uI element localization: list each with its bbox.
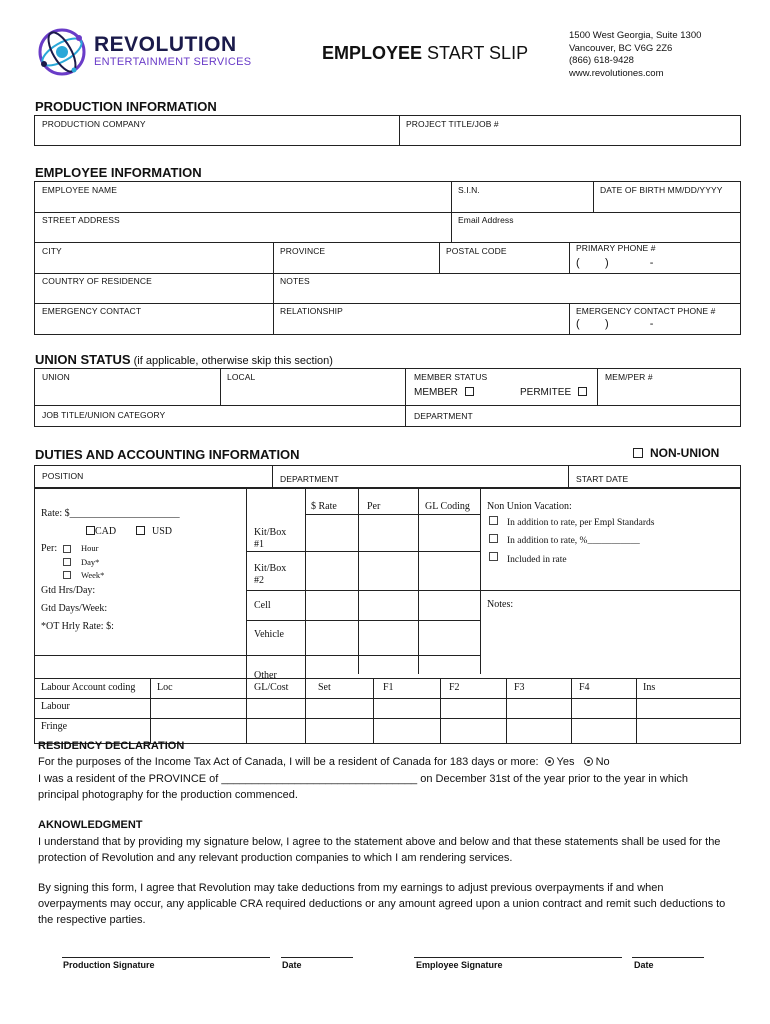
divider <box>34 678 741 679</box>
notes-input[interactable] <box>278 287 736 301</box>
company-logo <box>34 24 90 80</box>
emergency-contact-label: EMERGENCY CONTACT <box>42 306 142 316</box>
usd-checkbox[interactable] <box>136 526 145 535</box>
week-checkbox[interactable] <box>63 571 71 579</box>
hour-checkbox[interactable] <box>63 545 71 553</box>
dob-input[interactable] <box>598 196 736 210</box>
divider <box>569 242 570 273</box>
vacation-option-1-label: In addition to rate, per Empl Standards <box>507 518 655 528</box>
permitee-checkbox[interactable] <box>578 387 587 396</box>
divider <box>593 181 594 212</box>
country-label: COUNTRY OF RESIDENCE <box>42 276 152 286</box>
non-union-checkbox[interactable] <box>633 448 643 458</box>
union-heading <box>35 351 333 369</box>
relationship-label: RELATIONSHIP <box>280 306 343 316</box>
day-checkbox[interactable] <box>63 558 71 566</box>
divider <box>246 620 480 621</box>
job-title-label: JOB TITLE/UNION CATEGORY <box>42 410 166 420</box>
gtd-hrs-label: Gtd Hrs/Day: <box>41 585 96 596</box>
per-column-header: Per <box>367 501 381 512</box>
yes-label: Yes <box>556 756 575 768</box>
member-status-label: MEMBER STATUS <box>414 372 488 382</box>
logo-title: REVOLUTION <box>94 33 237 56</box>
union-input[interactable] <box>40 385 215 399</box>
start-date-label: START DATE <box>576 474 629 484</box>
divider <box>480 590 741 591</box>
employee-signature-label: Employee Signature <box>416 960 503 970</box>
emergency-phone-format[interactable]: ( ) - <box>576 318 654 330</box>
divider <box>399 115 400 146</box>
residency-line-1 <box>38 754 610 770</box>
divider <box>451 181 452 242</box>
email-input[interactable] <box>456 226 736 240</box>
acknowledgment-paragraph-2: By signing this form, I agree that Revolution may take deductions from my earnings to adjust previous overpayments if and when overpayments may occur, any applicable CRA required deductions or any amount agreed upon a union contract and remit such deductions to the respective parties. <box>38 882 726 926</box>
country-input[interactable] <box>40 287 268 301</box>
production-signature-line[interactable] <box>62 957 270 958</box>
union-label: UNION <box>42 372 70 382</box>
divider <box>273 242 274 335</box>
cad-label: CAD <box>95 526 117 537</box>
divider <box>480 488 481 674</box>
date-line-2[interactable] <box>632 957 704 958</box>
member-label: MEMBER <box>414 387 458 398</box>
divider <box>568 465 569 488</box>
production-company-input[interactable] <box>40 130 390 144</box>
hour-label: Hour <box>81 543 99 553</box>
union-department-label: DEPARTMENT <box>414 411 473 421</box>
project-title-label: PROJECT TITLE/JOB # <box>406 119 499 129</box>
document-title-bold: EMPLOYEE <box>322 43 423 63</box>
divider <box>220 368 221 405</box>
date-label-2: Date <box>634 960 654 970</box>
usd-option[interactable] <box>136 526 172 537</box>
per-label: Per: <box>41 543 58 554</box>
vacation-option-2-checkbox[interactable] <box>489 534 498 543</box>
province-input[interactable] <box>278 257 434 271</box>
divider <box>246 551 480 552</box>
duties-notes-label: Notes: <box>487 599 514 610</box>
local-input[interactable] <box>225 385 400 399</box>
residency-heading: RESIDENCY DECLARATION <box>38 740 185 752</box>
project-title-input[interactable] <box>404 130 734 144</box>
divider <box>439 242 440 273</box>
street-address-label: STREET ADDRESS <box>42 215 120 225</box>
city-label: CITY <box>42 246 62 256</box>
city-input[interactable] <box>40 257 268 271</box>
employee-name-input[interactable] <box>40 196 445 210</box>
local-label: LOCAL <box>227 372 256 382</box>
acct-header-f3: F3 <box>514 682 525 693</box>
company-website: www.revolutiones.com <box>569 67 664 79</box>
acknowledgment-heading: AKNOWLEDGMENT <box>38 819 143 831</box>
dob-label: DATE OF BIRTH MM/DD/YYYY <box>600 185 723 195</box>
cad-checkbox[interactable] <box>86 526 95 535</box>
union-heading-note: (if applicable, otherwise skip this section) <box>130 355 333 367</box>
vacation-option-3-label: Included in rate <box>507 555 567 565</box>
permitee-label: PERMITEE <box>520 387 572 398</box>
primary-phone-label: PRIMARY PHONE # <box>576 243 656 253</box>
labour-row-label: Labour <box>41 701 70 712</box>
company-address <box>569 30 701 80</box>
divider <box>405 368 406 427</box>
duties-heading: DUTIES AND ACCOUNTING INFORMATION <box>35 447 300 462</box>
employee-heading: EMPLOYEE INFORMATION <box>35 165 202 180</box>
acct-header-loc: Loc <box>157 682 173 693</box>
acct-header-f4: F4 <box>579 682 590 693</box>
kit-box-1-label-b: #1 <box>254 539 264 550</box>
yes-radio[interactable] <box>545 757 554 766</box>
kit-box-2-label-b: #2 <box>254 575 264 586</box>
acct-header-gl-cost: GL/Cost <box>254 682 289 693</box>
week-label: Week* <box>81 570 105 580</box>
acct-header-f2: F2 <box>449 682 460 693</box>
divider <box>34 273 741 274</box>
cad-option[interactable] <box>86 526 116 537</box>
relationship-input[interactable] <box>278 318 563 332</box>
member-checkbox[interactable] <box>465 387 474 396</box>
non-union-option[interactable] <box>633 446 719 460</box>
email-label: Email Address <box>458 215 514 225</box>
other-label: Other <box>254 670 277 681</box>
no-label: No <box>595 756 610 768</box>
date-line-1[interactable] <box>281 957 353 958</box>
emergency-contact-input[interactable] <box>40 318 268 332</box>
union-department-input[interactable] <box>480 409 735 423</box>
postal-code-input[interactable] <box>444 257 564 271</box>
divider <box>34 698 741 699</box>
street-address-input[interactable] <box>40 226 445 240</box>
usd-label: USD <box>152 526 173 537</box>
divider <box>506 678 507 744</box>
divider <box>373 678 374 744</box>
residency-line-3: principal photography for the production commenced. <box>38 789 298 801</box>
ot-rate-label: *OT Hrly Rate: $: <box>41 621 114 632</box>
mem-per-input[interactable] <box>603 385 736 399</box>
gtd-days-label: Gtd Days/Week: <box>41 603 108 614</box>
vehicle-label: Vehicle <box>254 629 284 640</box>
emergency-phone-label: EMERGENCY CONTACT PHONE # <box>576 306 716 316</box>
divider <box>305 488 306 744</box>
divider <box>569 303 570 335</box>
divider <box>246 590 480 591</box>
divider <box>597 368 598 405</box>
divider <box>34 303 741 304</box>
position-row-box <box>34 465 741 488</box>
cell-label: Cell <box>254 600 271 611</box>
divider <box>34 405 741 406</box>
employee-name-label: EMPLOYEE NAME <box>42 185 117 195</box>
vacation-option-2-label: In addition to rate, %___________ <box>507 536 640 546</box>
divider <box>34 718 741 719</box>
union-heading-title: UNION STATUS <box>35 352 131 367</box>
document-title <box>322 43 528 64</box>
notes-label: NOTES <box>280 276 310 286</box>
permitee-option[interactable] <box>520 387 587 398</box>
kit-box-2-label-a: Kit/Box <box>254 563 287 574</box>
divider <box>305 514 480 515</box>
acct-header-f1: F1 <box>383 682 394 693</box>
divider <box>272 465 273 488</box>
residency-line-2: I was a resident of the PROVINCE of ________________________________ on December 31st of the year prior to the year in which <box>38 773 689 785</box>
mem-per-label: MEM/PER # <box>605 372 653 382</box>
production-signature-label: Production Signature <box>63 960 155 970</box>
kit-box-1-label <box>254 527 286 551</box>
divider <box>571 678 572 744</box>
s-rate-header: $ Rate <box>311 501 337 512</box>
divider <box>358 488 359 674</box>
non-union-label: NON-UNION <box>650 446 720 460</box>
divider <box>34 655 480 656</box>
production-heading: PRODUCTION INFORMATION <box>35 99 217 114</box>
logo-subtitle: ENTERTAINMENT SERVICES <box>94 56 252 68</box>
acknowledgment-paragraph-1: I understand that by providing my signature below, I agree to the statement above and below and that these statements shall be used for the protection of Revolution and any relevant production companies to which I am rendering services. <box>38 836 721 864</box>
acct-header-set: Set <box>318 682 331 693</box>
acct-header-ins: Ins <box>643 682 656 693</box>
postal-code-label: POSTAL CODE <box>446 246 507 256</box>
vacation-option-1-checkbox[interactable] <box>489 516 498 525</box>
vacation-label: Non Union Vacation: <box>487 501 572 512</box>
date-label-1: Date <box>282 960 302 970</box>
kit-box-2-label <box>254 563 286 587</box>
address-line-1: 1500 West Georgia, Suite 1300 <box>569 30 702 41</box>
divider <box>636 678 637 744</box>
duties-department-label: DEPARTMENT <box>280 474 339 484</box>
sin-input[interactable] <box>456 196 586 210</box>
acct-header-labour-coding: Labour Account coding <box>41 682 136 693</box>
company-phone: (866) 618-9428 <box>569 55 634 66</box>
gl-coding-header: GL Coding <box>425 501 470 512</box>
divider <box>418 488 419 674</box>
day-label: Day* <box>81 557 100 567</box>
no-radio[interactable] <box>584 757 593 766</box>
divider <box>150 678 151 744</box>
fringe-row-label: Fringe <box>41 721 68 732</box>
sin-label: S.I.N. <box>458 185 480 195</box>
job-title-input[interactable] <box>225 409 400 423</box>
vacation-option-3-checkbox[interactable] <box>489 552 498 561</box>
province-label: PROVINCE <box>280 246 326 256</box>
address-line-2: Vancouver, BC V6G 2Z6 <box>569 42 673 54</box>
position-label: POSITION <box>42 471 84 481</box>
globe-logo-icon <box>34 24 90 80</box>
kit-box-1-label-a: Kit/Box <box>254 527 287 538</box>
divider <box>34 212 741 213</box>
divider <box>440 678 441 744</box>
residency-text-1: For the purposes of the Income Tax Act of Canada, I will be a resident of Canada for 183 days or more: <box>38 756 539 768</box>
primary-phone-format[interactable]: ( ) - <box>576 257 654 269</box>
employee-signature-line[interactable] <box>414 957 622 958</box>
rate-label[interactable]: Rate: $______________________ <box>41 508 180 519</box>
member-option[interactable] <box>414 387 474 398</box>
production-company-label: PRODUCTION COMPANY <box>42 119 146 129</box>
document-title-rest: START SLIP <box>422 43 529 63</box>
divider <box>246 488 247 744</box>
